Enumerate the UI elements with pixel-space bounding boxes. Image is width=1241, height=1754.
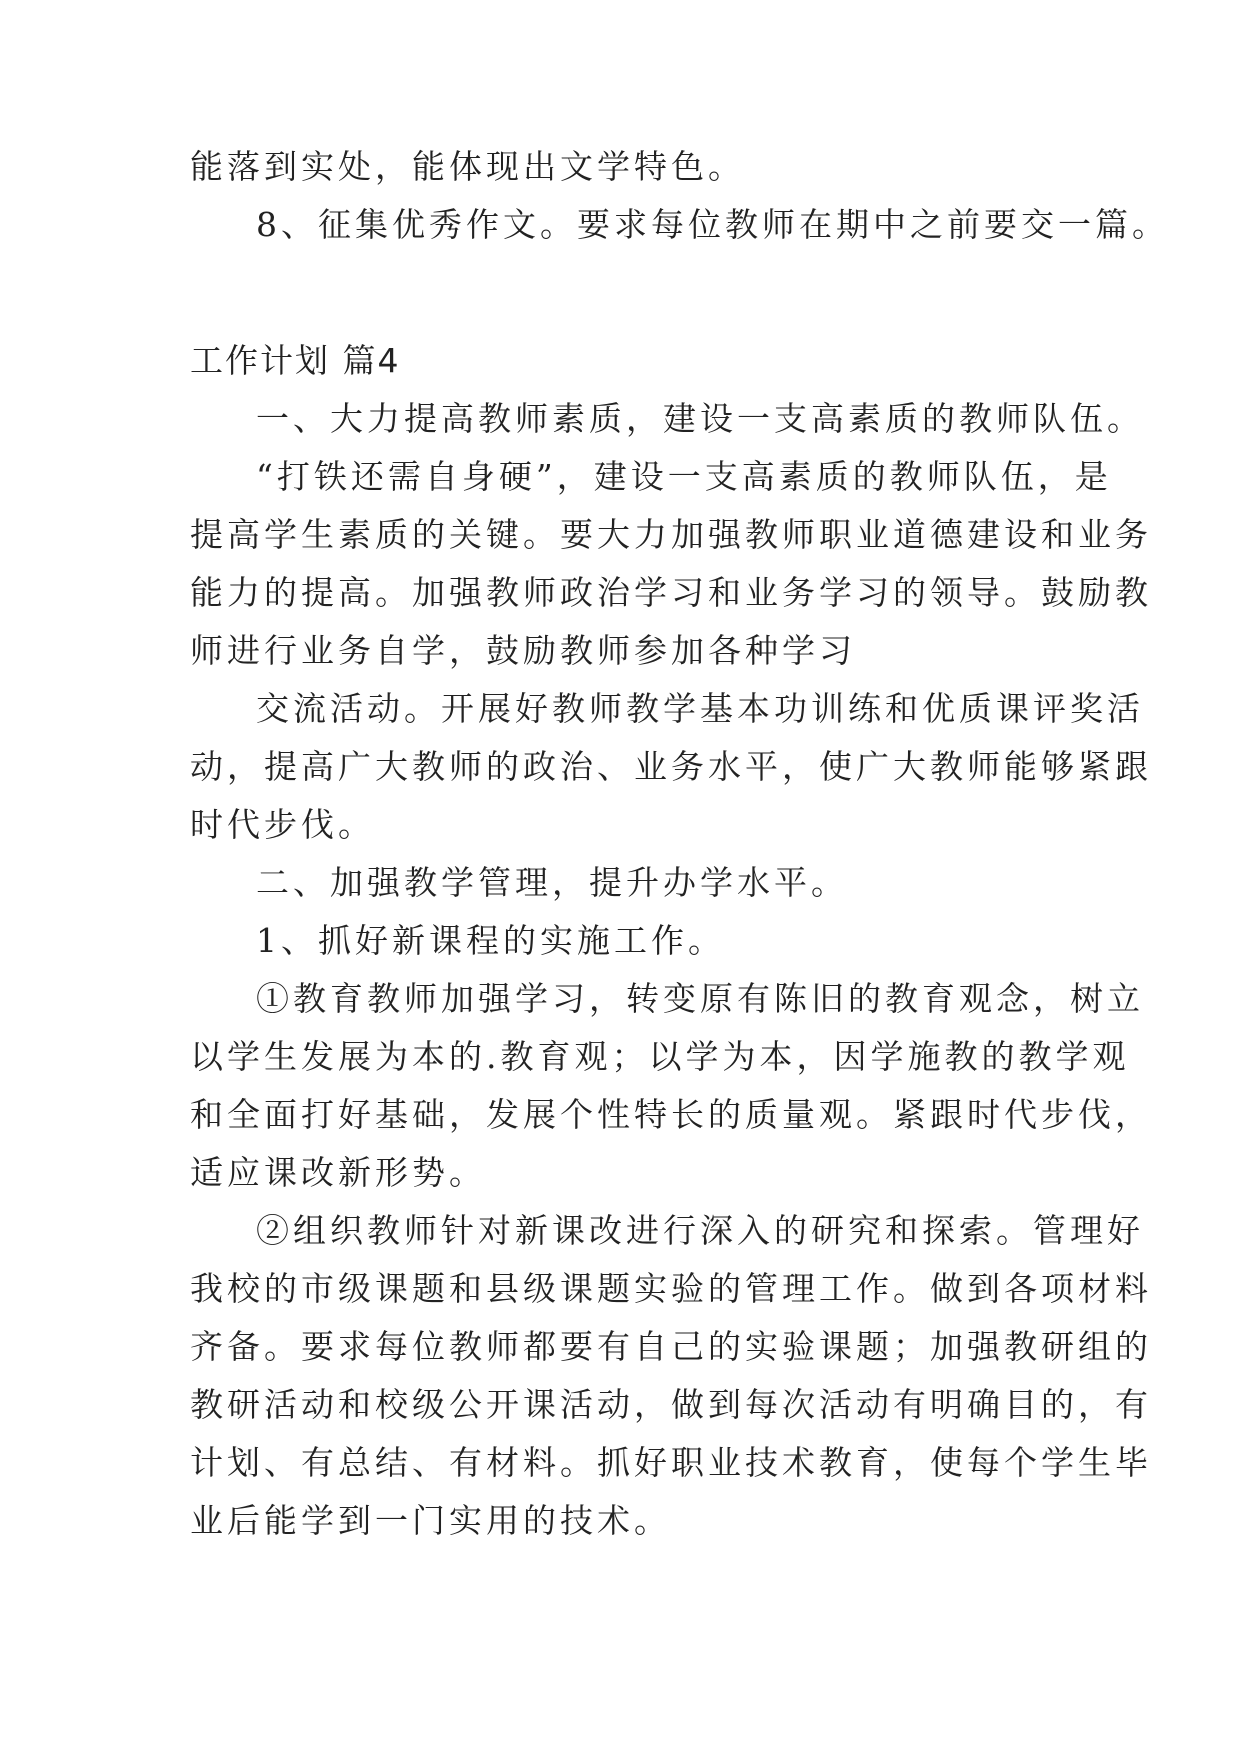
text-line: 8、征集优秀作文。要求每位教师在期中之前要交一篇。	[256, 205, 1169, 244]
text-line: ①教育教师加强学习，转变原有陈旧的教育观念，树立	[256, 979, 1144, 1018]
text-line: 提高学生素质的关键。要大力加强教师职业道德建设和业务	[190, 515, 1152, 554]
text-line: 业后能学到一门实用的技术。	[190, 1501, 671, 1540]
text-line: 和全面打好基础，发展个性特长的质量观。紧跟时代步伐，	[190, 1095, 1152, 1134]
text-line: 适应课改新形势。	[190, 1153, 486, 1192]
text-line: 教研活动和校级公开课活动，做到每次活动有明确目的，有	[190, 1385, 1152, 1424]
text-line: 动，提高广大教师的政治、业务水平，使广大教师能够紧跟	[190, 747, 1152, 786]
text-line: ②组织教师针对新课改进行深入的研究和探索。管理好	[256, 1211, 1144, 1250]
text-line: “打铁还需自身硬”，建设一支高素质的教师队伍，是	[256, 457, 1112, 496]
section-title	[190, 332, 1060, 390]
text-line: 齐备。要求每位教师都要有自己的实验课题；加强教研组的	[190, 1327, 1152, 1366]
section-title-text: 工作计划 篇4	[190, 341, 401, 380]
text-line: 我校的市级课题和县级课题实验的管理工作。做到各项材料	[190, 1269, 1152, 1308]
text-line: 1、抓好新课程的实施工作。	[256, 921, 725, 960]
text-line: 能力的提高。加强教师政治学习和业务学习的领导。鼓励教	[190, 573, 1152, 612]
text-line: 一、大力提高教师素质，建设一支高素质的教师队伍。	[256, 399, 1144, 438]
paragraph-block-1	[190, 138, 1169, 254]
paragraph-block-2	[190, 390, 1152, 1550]
text-line: 交流活动。开展好教师教学基本功训练和优质课评奖活	[256, 689, 1144, 728]
text-line: 师进行业务自学，鼓励教师参加各种学习	[190, 631, 856, 670]
text-line: 二、加强教学管理，提升办学水平。	[256, 863, 848, 902]
text-line: 计划、有总结、有材料。抓好职业技术教育，使每个学生毕	[190, 1443, 1152, 1482]
text-line: 以学生发展为本的.教育观；以学为本，因学施教的教学观	[190, 1037, 1130, 1076]
text-line: 能落到实处，能体现出文学特色。	[190, 147, 745, 186]
text-line: 时代步伐。	[190, 805, 375, 844]
